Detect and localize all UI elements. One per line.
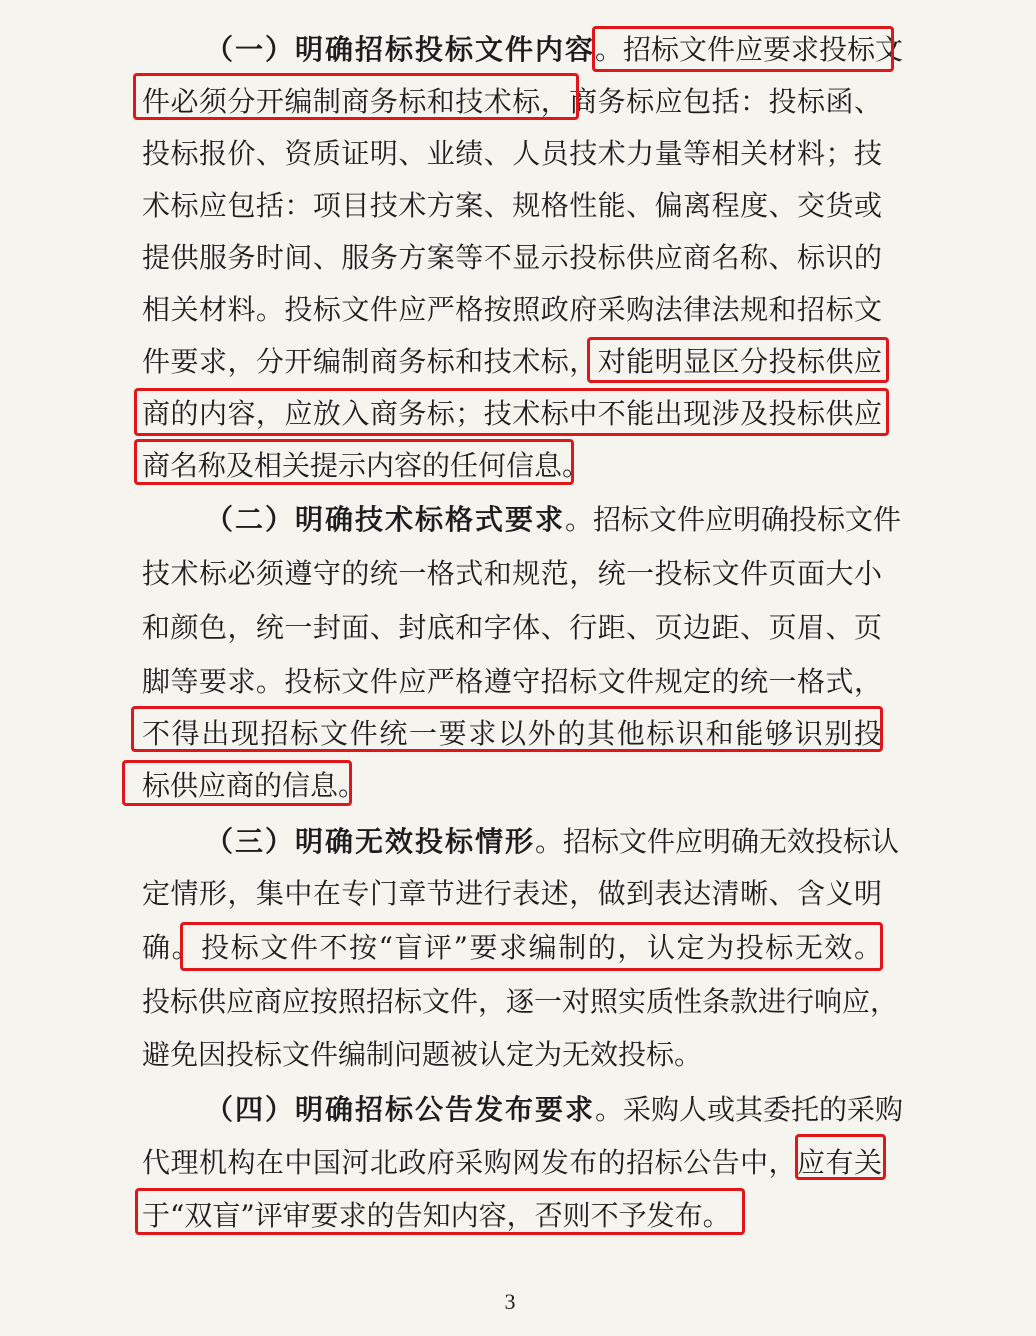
section-1-heading-line <box>205 33 904 67</box>
section-3-line-3: 投标供应商应按照招标文件，逐一对照实质性条款进行响应， <box>142 985 899 1018</box>
section-4-line-1: 代理机构在中国河北政府采购网发布的招标公告中，应有关 <box>142 1146 882 1179</box>
section-1-line-8: 商名称及相关提示内容的任何信息。 <box>142 449 591 482</box>
section-1-line-7: 商的内容，应放入商务标；技术标中不能出现涉及投标供应 <box>142 397 882 430</box>
section-3-line-2: 确。投标文件不按“盲评”要求编制的，认定为投标无效。 <box>142 931 882 964</box>
section-1-line-0: 。招标文件应要求投标文 <box>595 33 904 66</box>
section-2-line-0: 。招标文件应明确投标文件 <box>565 503 902 536</box>
section-1-line-2: 投标报价、资质证明、业绩、人员技术力量等相关材料；技 <box>142 137 882 170</box>
section-1-line-6: 件要求，分开编制商务标和技术标，对能明显区分投标供应 <box>142 345 882 378</box>
section-1-line-4: 提供服务时间、服务方案等不显示投标供应商名称、标识的 <box>142 241 882 274</box>
section-4-line-0: 。采购人或其委托的采购 <box>595 1093 904 1126</box>
section-2-line-1: 技术标必须遵守的统一格式和规范，统一投标文件页面大小 <box>142 557 882 590</box>
section-3-line-0: 。招标文件应明确无效投标认 <box>535 825 900 858</box>
section-1-line-5: 相关材料。投标文件应严格按照政府采购法律法规和招标文 <box>142 293 882 326</box>
section-2-line-3: 脚等要求。投标文件应严格遵守招标文件规定的统一格式， <box>142 665 882 698</box>
section-2-line-4: 不得出现招标文件统一要求以外的其他标识和能够识别投 <box>142 717 882 750</box>
section-2-heading-line <box>205 503 902 537</box>
section-2-line-2: 和颜色，统一封面、封底和字体、行距、页边距、页眉、页 <box>142 611 882 644</box>
section-3-line-4: 避免因投标文件编制问题被认定为无效投标。 <box>142 1038 703 1071</box>
section-4-heading: （四）明确招标公告发布要求 <box>205 1093 596 1126</box>
section-3-line-1: 定情形，集中在专门章节进行表述，做到表达清晰、含义明 <box>142 877 882 910</box>
section-2-line-5: 标供应商的信息。 <box>142 769 367 802</box>
section-1-heading: （一）明确招标投标文件内容 <box>205 33 596 66</box>
section-3-heading: （三）明确无效投标情形 <box>205 825 536 858</box>
section-2-heading: （二）明确技术标格式要求 <box>205 503 566 536</box>
section-4-line-2: 于“双盲”评审要求的告知内容，否则不予发布。 <box>142 1199 731 1232</box>
page-number: 3 <box>504 1289 516 1314</box>
section-1-line-3: 术标应包括：项目技术方案、规格性能、偏离程度、交货或 <box>142 189 882 222</box>
section-4-heading-line <box>205 1093 904 1127</box>
section-3-heading-line <box>205 825 900 859</box>
section-1-line-1: 件必须分开编制商务标和技术标，商务标应包括：投标函、 <box>142 85 882 118</box>
